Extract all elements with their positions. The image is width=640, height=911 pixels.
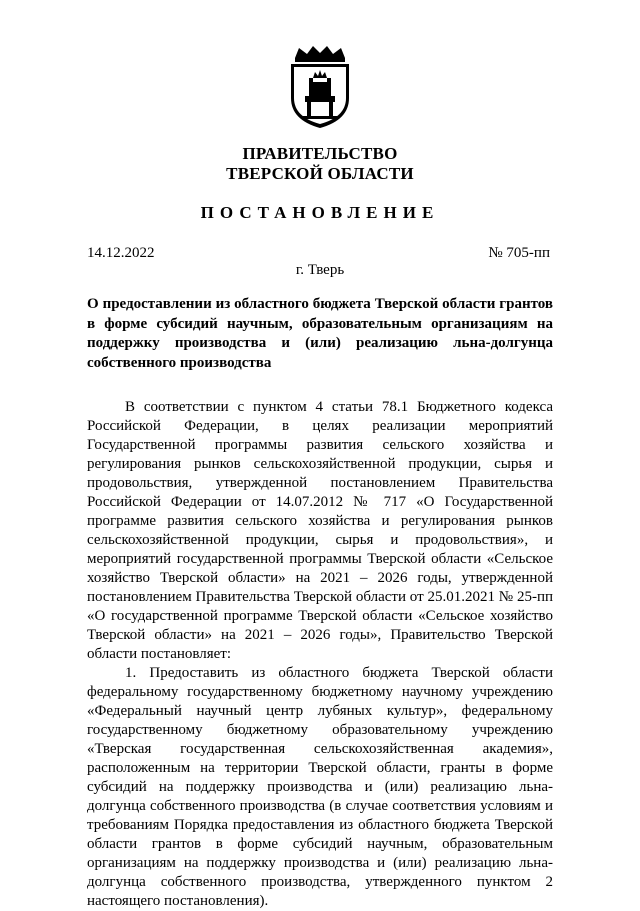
org-name-line2: ТВЕРСКОЙ ОБЛАСТИ [226,164,414,183]
body-paragraph: В соответствии с пунктом 4 статьи 78.1 Бюджетного кодекса Российской Федерации, в целях реализации мероприятий Государственной программы развития сельского хозяйства и регулирования рынков сельскохозяйственной продукции, сырья и продовольствия, утвержденной постановлением Правительства Российской Федерации от 14.07.2012 № 717 «О Государственной программе развития сельского хозяйства и регулирования рынков сельскохозяйственной продукции, сырья и продовольствия», и мероприятий государственной программы Тверской области «Сельское хозяйство Тверской области» на 2021 – 2026 годы, утвержденной постановлением Правительства Тверской области от 25.01.2021 № 25-пп «О государственной программе Тверской области «Сельское хозяйство Тверской области» на 2021 – 2026 годы», Правительство Тверской области постановляет: [87,399,553,662]
document-city: г. Тверь [295,262,345,278]
document-date: 14.12.2022 [87,245,155,261]
tver-coat-of-arms-icon [285,44,355,130]
document-body [87,398,553,911]
document-type: ПОСТАНОВЛЕНИЕ [200,203,440,222]
document-title: О предоставлении из областного бюджета Тверской области грантов в форме субсидий научным, образовательным организациям на поддержку производства и (или) реализацию льна-долгунца собственного производства [87,296,553,371]
org-name-line1: ПРАВИТЕЛЬСТВО [242,144,398,163]
body-paragraph: 1. Предоставить из областного бюджета Тверской области федеральному государственному бюджетному научному учреждению «Федеральный научный центр лубяных культур», федеральному государственному бюджетному образовательному учреждению «Тверская государственная сельскохозяйственная академия», расположенным на территории Тверской области, гранты в форме субсидий на поддержку производства и (или) реализацию льна-долгунца собственного производства (в случае соответствия условиям и требованиям Порядка предоставления из областного бюджета Тверской области грантов в форме субсидий научным, образовательным организациям на поддержку производства и (или) реализацию льна-долгунца собственного производства, утвержденного пунктом 2 настоящего постановления). [87,665,553,909]
document-number: № 705-пп [488,245,550,261]
